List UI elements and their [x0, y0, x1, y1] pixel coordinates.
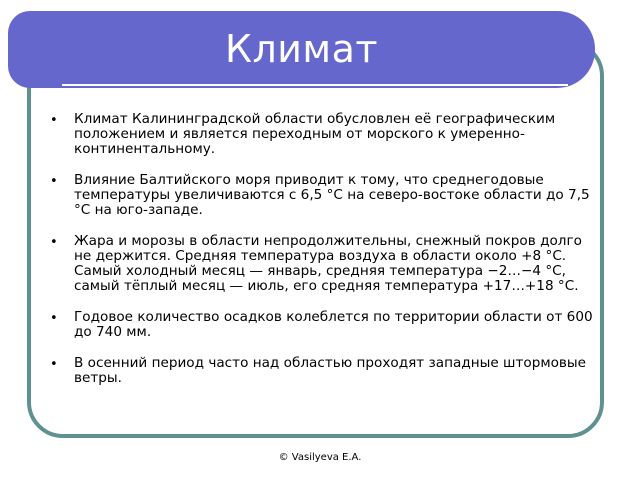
bullet-list: [48, 112, 596, 402]
title-bar: [8, 11, 595, 88]
bullet-icon: •: [50, 174, 58, 189]
bullet-icon: •: [50, 357, 58, 372]
bullet-item: [48, 356, 596, 386]
bullet-icon: •: [50, 311, 58, 326]
bullet-item: [48, 234, 596, 294]
bullet-item: [48, 112, 596, 157]
bullet-item: [48, 173, 596, 218]
bullet-item: [48, 310, 596, 340]
bullet-icon: •: [50, 113, 58, 128]
footer-copyright: © Vasilyeva E.A.: [278, 452, 362, 463]
bullet-text: Жара и морозы в области непродолжительны, снежный покров долго не держится. Средняя температура воздуха в области около +8 °С. Самый холодный месяц — январь, средняя температура −2…−4 °С, самый тёплый месяц — июль, его средняя температура +17…+18 °С.: [74, 233, 582, 294]
bullet-icon: •: [50, 235, 58, 250]
title-underline: [62, 84, 568, 86]
bullet-text: В осенний период часто над областью проходят западные штормовые ветры.: [74, 355, 587, 386]
bullet-text: Годовое количество осадков колеблется по территории области от 600 до 740 мм.: [74, 309, 593, 340]
bullet-text: Влияние Балтийского моря приводит к тому, что среднегодовые температуры увеличиваются с 6,5 °С на северо-востоке области до 7,5 °С на юго-западе.: [74, 172, 590, 218]
bullet-text: Климат Калининградской области обусловлен её географическим положением и является переходным от морского к умеренно-континентальному.: [74, 111, 556, 157]
slide-title: Климат: [224, 27, 379, 71]
